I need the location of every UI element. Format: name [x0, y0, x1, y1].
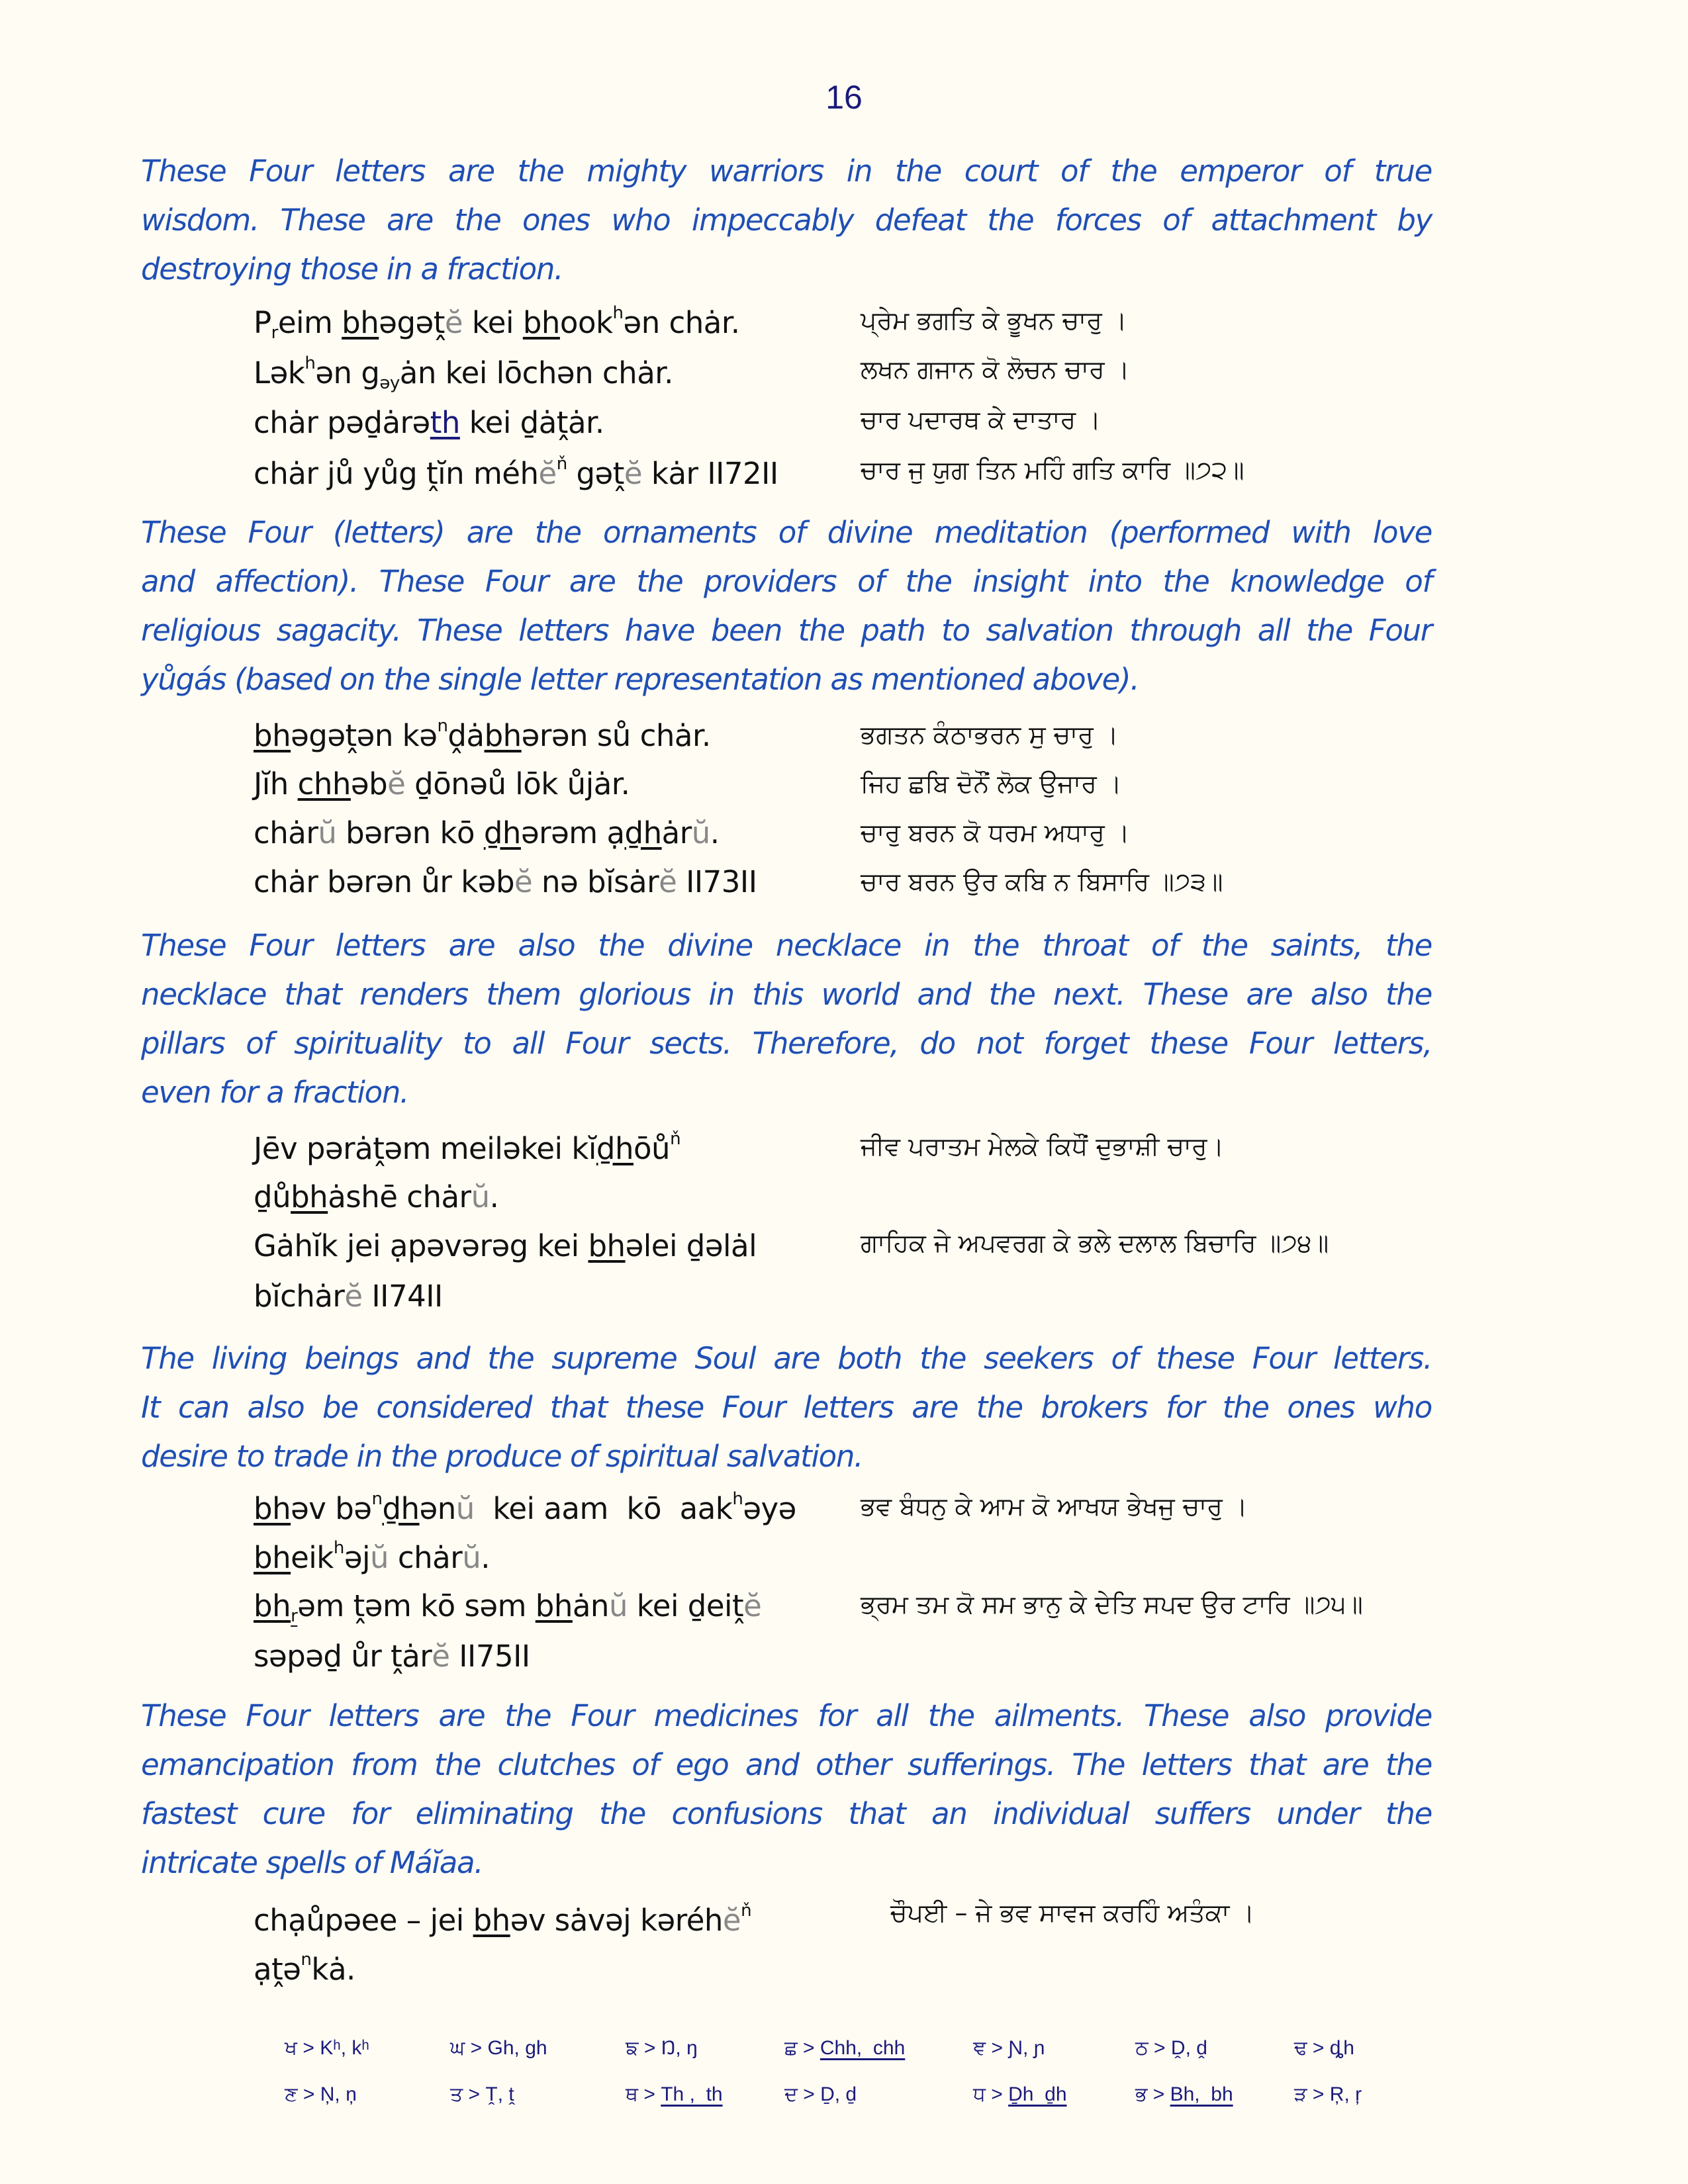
superscript-segment: ň [556, 454, 567, 474]
muted-vowel: ŭ [370, 1540, 389, 1575]
text-segment: əlei ḏəlȧl [625, 1228, 757, 1263]
superscript-segment: ň [670, 1129, 681, 1149]
muted-vowel: ĕ [444, 305, 463, 340]
key-entry [450, 2083, 514, 2106]
key-arrow: > [1307, 2037, 1330, 2059]
muted-vowel: ĕ [387, 766, 406, 801]
key-entry [285, 2037, 369, 2060]
commentary-line: necklace that renders them glorious in this world and the next. These are also the [141, 977, 1432, 1012]
underlined-segment: bh [535, 1588, 573, 1623]
muted-vowel: ĕ [432, 1639, 450, 1674]
gurmukhi-line: ਜਿਹ ਛਬਿ ਦੋਨੌਂ ਲੋਕ ਉਜਾਰ । [861, 769, 1122, 798]
commentary-line: destroying those in a fraction. [141, 251, 563, 287]
text-segment: kei ḏeiṱ [628, 1588, 744, 1623]
commentary-paragraph [141, 921, 1432, 1117]
gurmukhi-line: ਭਗਤਨ ਕੰਠਾਭਰਨ ਸੁ ਚਾਰੁ । [861, 720, 1119, 749]
underlined-segment: bh [588, 1228, 626, 1263]
key-gurmukhi: ਞ [973, 2037, 986, 2059]
muted-vowel: ĕ [624, 456, 643, 491]
page-number: 16 [825, 79, 863, 116]
key-entry [784, 2037, 905, 2060]
muted-vowel: ĕ [743, 1588, 762, 1623]
text-segment: ḏōnəů lōk ůjȧr. [405, 766, 630, 801]
text-segment: ḓȧ [447, 718, 485, 753]
text-segment: kȧ. [311, 1952, 355, 1987]
key-arrow: > [1147, 2083, 1170, 2105]
text-segment: əm ṱəm kō səm [297, 1588, 536, 1623]
muted-vowel: ĕ [722, 1903, 741, 1938]
superscript-segment: h [305, 353, 316, 373]
text-segment: kei aam kō aak [474, 1491, 733, 1526]
commentary-line: yůgás (based on the single letter representation as mentioned above). [141, 662, 1139, 697]
subscript-segment: r [291, 1606, 298, 1626]
superscript-segment: h [612, 303, 624, 323]
key-entry [1135, 2037, 1207, 2060]
transliteration-line [254, 303, 740, 343]
key-gurmukhi: ਦ [784, 2083, 798, 2105]
gurmukhi-line: ਪ੍ਰੇਮ ਭਗਤਿ ਕੇ ਭੂਖਨ ਚਾਰੁ । [861, 306, 1127, 335]
text-segment: chạůpəee – jei [254, 1903, 473, 1938]
transliteration-line [254, 1179, 498, 1214]
key-roman: Ŋ, ŋ [661, 2037, 698, 2059]
key-roman: Chh, chh [820, 2037, 906, 2059]
commentary-line: pillars of spirituality to all Four sects. Therefore, do not forget these Four letters, [141, 1026, 1432, 1061]
key-entry [1135, 2083, 1233, 2106]
superscript-segment: h [732, 1489, 743, 1509]
muted-vowel: ŭ [471, 1179, 490, 1214]
text-segment: . [489, 1179, 499, 1214]
gurmukhi-line: ਲਖਨ ਗਜਾਨ ਕੋ ਲੋਚਨ ਚਾਰ । [861, 355, 1130, 384]
underlined-segment: bh [254, 1540, 291, 1575]
text-segment: chȧr jů yůg ṱĭn méh [254, 456, 539, 491]
text-segment: əgəṱən kə [291, 718, 438, 753]
key-entry [626, 2037, 698, 2060]
text-segment: Jĭh [254, 766, 298, 801]
underlined-segment: bh [254, 1588, 291, 1623]
commentary-line: wisdom. These are the ones who impeccably defeat the forces of attachment by [141, 203, 1432, 238]
key-roman: Kʰ, kʰ [320, 2037, 369, 2059]
key-gurmukhi: ਢ [1294, 2037, 1307, 2059]
underlined-segment: ḏh [483, 815, 521, 850]
text-segment: kȧr II72II [642, 456, 778, 491]
gurmukhi-line: ਚਾਰ ਜੁ ਯੁਗ ਤਿਨ ਮਹਿੰ ਗਤਿ ਕਾਰਿ ॥੭੨॥ [861, 455, 1244, 484]
key-gurmukhi: ਣ [285, 2083, 298, 2105]
muted-vowel: ĕ [538, 456, 557, 491]
underlined-segment: bh [291, 1179, 328, 1214]
superscript-segment: n [437, 716, 448, 736]
key-gurmukhi: ਠ [1135, 2037, 1149, 2059]
text-segment: ən g [315, 355, 380, 390]
text-segment: əv sȧvəj kəréh [510, 1903, 723, 1938]
text-segment: ōů [633, 1131, 671, 1166]
text-segment: ȧr [661, 815, 692, 850]
key-entry [450, 2037, 547, 2060]
key-arrow: > [1148, 2037, 1171, 2059]
underlined-segment: bh [254, 1491, 291, 1526]
gurmukhi-line: ਭਵ ਬੰਧਨੁ ਕੇ ਆਮ ਕੋ ਆਖਯ ਭੇਖਜੁ ਚਾਰੁ । [861, 1492, 1248, 1521]
text-segment: ạṱə [254, 1952, 301, 1987]
key-arrow: > [985, 2083, 1009, 2105]
key-arrow: > [1307, 2083, 1330, 2105]
underlined-segment: ḏh [596, 1131, 634, 1166]
muted-vowel: ŭ [462, 1540, 481, 1575]
text-segment: ook [559, 305, 613, 340]
muted-vowel: ĕ [344, 1279, 363, 1314]
text-segment: II75II [449, 1639, 530, 1674]
commentary-paragraph [141, 508, 1432, 704]
subscript-segment: r [271, 323, 278, 343]
key-gurmukhi: ਖ [285, 2037, 298, 2059]
text-segment: Jēv pərȧṱəm meiləkei kĭ [254, 1131, 596, 1166]
text-segment: chȧr [254, 815, 318, 850]
key-gurmukhi: ਘ [450, 2037, 465, 2059]
superscript-segment: n [371, 1489, 383, 1509]
underlined-segment: bh [522, 305, 560, 340]
key-arrow: > [986, 2037, 1009, 2059]
key-roman: Bh, bh [1170, 2083, 1233, 2105]
commentary-line: These Four letters are also the divine necklace in the throat of the saints, the [141, 928, 1432, 963]
key-entry [1294, 2037, 1354, 2060]
text-segment: ȧn kei lōchən chȧr. [399, 355, 673, 390]
text-segment: . [481, 1540, 491, 1575]
superscript-segment: h [333, 1538, 344, 1558]
underlined-segment: chh [297, 766, 351, 801]
key-entry [626, 2083, 723, 2106]
commentary-line: fastest cure for eliminating the confusions that an individual suffers under the [141, 1796, 1432, 1831]
gurmukhi-line: ਗਾਹਿਕ ਜੇ ਅਪਵਰਗ ਕੇ ਭਲੇ ਦਲਾਲ ਬਿਚਾਰਿ ॥੭੪॥ [861, 1228, 1329, 1257]
text-segment: əyə [743, 1491, 796, 1526]
transliteration-line [254, 1639, 530, 1674]
key-arrow: > [297, 2037, 320, 2059]
text-segment: ərən sů chȧr. [521, 718, 711, 753]
transliteration-line [254, 1489, 796, 1526]
key-entry [973, 2083, 1067, 2106]
underlined-segment: bh [342, 305, 379, 340]
text-segment: eim [277, 305, 342, 340]
key-gurmukhi: ਙ [626, 2037, 639, 2059]
commentary-line: These Four letters are the mighty warriors in the court of the emperor of true [141, 154, 1432, 189]
key-arrow: > [465, 2037, 488, 2059]
key-roman: ȡh [1329, 2037, 1354, 2059]
text-segment: nə bĭsȧr [532, 864, 659, 899]
key-gurmukhi: ਛ [784, 2037, 798, 2059]
text-segment: ḏů [254, 1179, 291, 1214]
key-roman: Ŗ, ŗ [1329, 2083, 1362, 2105]
key-gurmukhi: ਧ [973, 2083, 986, 2105]
transliteration-line [254, 1279, 443, 1314]
key-roman: Ņ, ņ [320, 2083, 357, 2105]
text-segment: II74II [362, 1279, 443, 1314]
text-segment: ȧshē chȧr [328, 1179, 471, 1214]
muted-vowel: ĕ [514, 864, 533, 899]
transliteration-line [254, 766, 630, 801]
underlined-segment: ḏh [624, 815, 662, 850]
text-segment: kei ḏȧṱȧr. [459, 405, 604, 440]
key-arrow: > [638, 2083, 661, 2105]
key-entry [973, 2037, 1045, 2060]
key-roman: Gh, gh [487, 2037, 547, 2059]
key-roman: Ḓ, ḓ [1170, 2037, 1207, 2059]
gurmukhi-line: ਚਾਰੁ ਬਰਨ ਕੋ ਧਰਮ ਅਧਾਰੁ । [861, 818, 1130, 847]
transliteration-line [254, 1129, 680, 1166]
key-gurmukhi: ਤ [450, 2083, 463, 2105]
superscript-segment: n [301, 1950, 312, 1970]
commentary-line: intricate spells of Máĭaa. [141, 1845, 483, 1880]
key-roman: Ɲ, ɲ [1008, 2037, 1045, 2059]
muted-vowel: ŭ [608, 1588, 628, 1623]
text-segment: P [254, 305, 271, 340]
commentary-line: religious sagacity. These letters have been the path to salvation through all the Four [141, 613, 1432, 648]
text-segment: Lək [254, 355, 305, 390]
key-gurmukhi: ਭ [1135, 2083, 1148, 2105]
key-roman: Th , th [661, 2083, 723, 2105]
key-arrow: > [797, 2037, 820, 2059]
text-segment: əj [344, 1540, 371, 1575]
key-arrow: > [638, 2037, 661, 2059]
key-arrow: > [463, 2083, 486, 2105]
commentary-paragraph [141, 1334, 1432, 1481]
text-segment: ərəm ạ [520, 815, 625, 850]
text-segment: Gȧhĭk jei ạpəvərəg kei [254, 1228, 588, 1263]
muted-vowel: ŭ [318, 815, 337, 850]
gurmukhi-line: ਜੀਵ ਪਰਾਤਮ ਮੇਲਕੇ ਕਿਧੌਂ ਦੁਭਾਸ਼ੀ ਚਾਰੁ। [861, 1132, 1225, 1161]
text-segment: bərən kō [336, 815, 484, 850]
commentary-line: These Four letters are the Four medicines for all the ailments. These also provide [141, 1698, 1432, 1733]
text-segment: . [710, 815, 720, 850]
underlined-segment: bh [473, 1903, 510, 1938]
underlined-segment: ḏh [382, 1491, 420, 1526]
commentary-paragraph [141, 147, 1432, 294]
text-segment: əgəṱ [379, 305, 445, 340]
commentary-line: emancipation from the clutches of ego and other sufferings. The letters that are the [141, 1747, 1432, 1782]
text-segment: chȧr pəḏȧrə [254, 405, 430, 440]
key-entry [285, 2083, 357, 2106]
underlined-segment: bh [484, 718, 522, 753]
transliteration-line [254, 716, 711, 753]
commentary-line: and affection). These Four are the providers of the insight into the knowledge of [141, 564, 1432, 599]
text-segment: gəṱ [567, 456, 624, 491]
key-arrow: > [797, 2083, 821, 2105]
key-gurmukhi: ੜ [1294, 2083, 1307, 2105]
transliteration-line [254, 1901, 751, 1938]
text-segment: bĭchȧr [254, 1279, 345, 1314]
muted-vowel: ĕ [659, 864, 677, 899]
key-roman: Ṱ, ṱ [485, 2083, 514, 2105]
gurmukhi-line: ਭ੍ਰਮ ਤਮ ਕੋ ਸਮ ਭਾਨੁ ਕੇ ਦੇਤਿ ਸਪਦ ਉਰ ਟਾਰਿ ॥੭੫॥ [861, 1590, 1363, 1619]
text-segment: II73II [677, 864, 757, 899]
transliteration-line [254, 454, 778, 491]
text-segment: əv bə [291, 1491, 372, 1526]
muted-vowel: ŭ [691, 815, 710, 850]
key-roman: Ḏ, ḏ [820, 2083, 857, 2105]
subscript-segment: əy [379, 373, 400, 393]
key-roman: Ḏh ḏh [1008, 2083, 1067, 2105]
transliteration-line [254, 864, 757, 899]
transliteration-line [254, 1950, 355, 1987]
gurmukhi-line: ਚਾਰ ਪਦਾਰਥ ਕੇ ਦਾਤਾਰ । [861, 405, 1101, 434]
text-segment: chȧr bərən ůr kəb [254, 864, 515, 899]
text-segment: kei [463, 305, 523, 340]
commentary-paragraph [141, 1692, 1432, 1888]
link-segment[interactable]: th [430, 405, 460, 440]
text-segment: ən [419, 1491, 456, 1526]
text-segment: əb [350, 766, 388, 801]
key-gurmukhi: ਥ [626, 2083, 639, 2105]
transliteration-line [254, 815, 720, 850]
text-segment: chȧr [389, 1540, 463, 1575]
transliteration-line [254, 1588, 761, 1626]
key-entry [784, 2083, 857, 2106]
commentary-line: It can also be considered that these Four letters are the brokers for the ones who [141, 1390, 1432, 1425]
muted-vowel: ŭ [455, 1491, 475, 1526]
key-arrow: > [297, 2083, 320, 2105]
superscript-segment: ň [741, 1901, 752, 1921]
key-entry [1294, 2083, 1362, 2106]
transliteration-line [254, 1538, 490, 1575]
commentary-line: even for a fraction. [141, 1075, 409, 1110]
text-segment: ən chȧr. [623, 305, 740, 340]
text-segment: ȧn [572, 1588, 609, 1623]
commentary-line: These Four (letters) are the ornaments of divine meditation (performed with love [141, 515, 1432, 550]
transliteration-line [254, 353, 673, 393]
gurmukhi-line: ਚਾਰ ਬਰਨ ਉਰ ਕਬਿ ਨ ਬਿਸਾਰਿ ॥੭੩॥ [861, 867, 1223, 896]
text-segment: səpəḏ ůr ṱȧr [254, 1639, 432, 1674]
underlined-segment: bh [254, 718, 291, 753]
commentary-line: The living beings and the supreme Soul are both the seekers of these Four letters. [141, 1341, 1432, 1376]
text-segment: eik [291, 1540, 334, 1575]
transliteration-line [254, 1228, 757, 1263]
gurmukhi-line: ਚੌਪਈ – ਜੇ ਭਵ ਸਾਵਜ ਕਰਹਿੰ ਅਤੰਕਾ । [890, 1898, 1255, 1927]
transliteration-line [254, 405, 604, 440]
commentary-line: desire to trade in the produce of spiritual salvation. [141, 1439, 863, 1474]
